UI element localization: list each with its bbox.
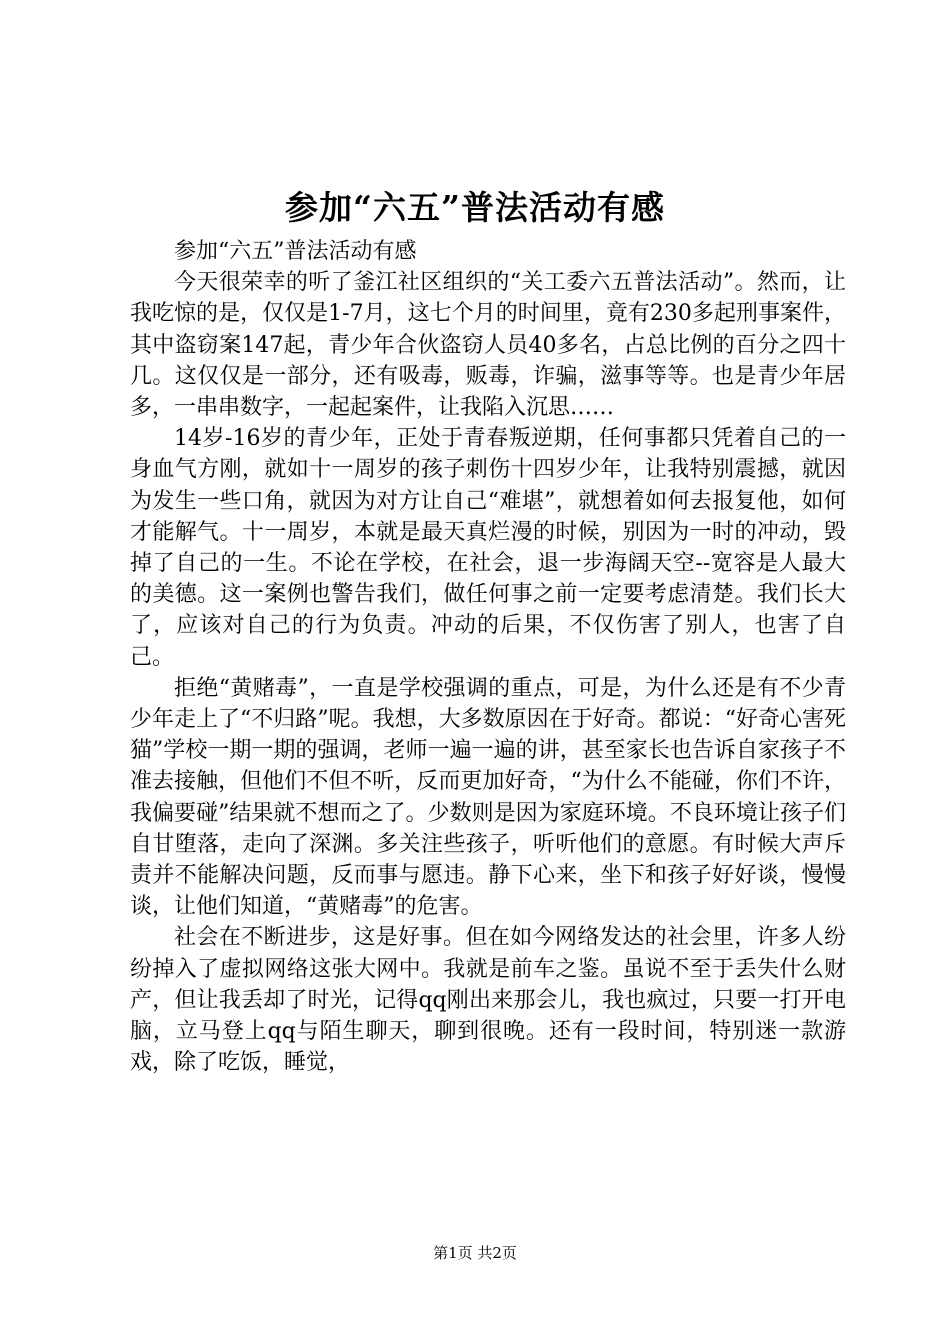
body-paragraph: 社会在不断进步，这是好事。但在如今网络发达的社会里，许多人纷纷掉入了虚拟网络这张大网中。我就是前车之鉴。虽说不至于丢失什么财产，但让我丢却了时光，记得qq刚出来那会儿，我也疯过，只要一打开电脑，立马登上qq与陌生聊天，聊到很晚。还有一段时间，特别迷一款游戏，除了吃饭，睡觉， — [130, 925, 846, 1076]
body-paragraph: 今天很荣幸的听了釜江社区组织的“关工委六五普法活动”。然而，让我吃惊的是，仅仅是1-7月，这七个月的时间里，竟有230多起刑事案件，其中盗窃案147起，青少年合伙盗窃人员40多名，占总比例的百分之四十几。这仅仅是一部分，还有吸毒，贩毒，诈骗，滋事等等。也是青少年居多，一串串数字，一起起案件，让我陷入沉思…… — [130, 270, 846, 421]
body-paragraph: 参加“六五”普法活动有感 — [174, 239, 417, 264]
document-body — [130, 236, 846, 1078]
body-paragraph: 14岁-16岁的青少年，正处于青春叛逆期，任何事都只凭着自己的一身血气方刚，就如十一周岁的孩子刺伤十四岁少年，让我特别震撼，就因为发生一些口角，就因为对方让自己“难堪”，就想着如何去报复他，如何才能解气。十一周岁，本就是最天真烂漫的时候，别因为一时的冲动，毁掉了自己的一生。不论在学校，在社会，退一步海阔天空--宽容是人最大的美德。这一案例也警告我们，做任何事之前一定要考虑清楚。我们长大了，应该对自己的行为负责。冲动的后果，不仅伤害了别人，也害了自己。 — [130, 426, 846, 670]
page-number-footer: 第1页 共2页 — [433, 1244, 517, 1262]
body-paragraph: 拒绝“黄赌毒”，一直是学校强调的重点，可是，为什么还是有不少青少年走上了“不归路”呢。我想，大多数原因在于好奇。都说：“好奇心害死猫”学校一期一期的强调，老师一遍一遍的讲，甚至家长也告诉自家孩子不准去接触，但他们不但不听，反而更加好奇，“为什么不能碰，你们不许，我偏要碰”结果就不想而之了。少数则是因为家庭环境。不良环境让孩子们自甘堕落，走向了深渊。多关注些孩子，听听他们的意愿。有时候大声斥责并不能解决问题，反而事与愿违。静下心来，坐下和孩子好好谈，慢慢谈，让他们知道，“黄赌毒”的危害。 — [130, 675, 846, 920]
document-title: 参加“六五”普法活动有感 — [285, 188, 665, 227]
